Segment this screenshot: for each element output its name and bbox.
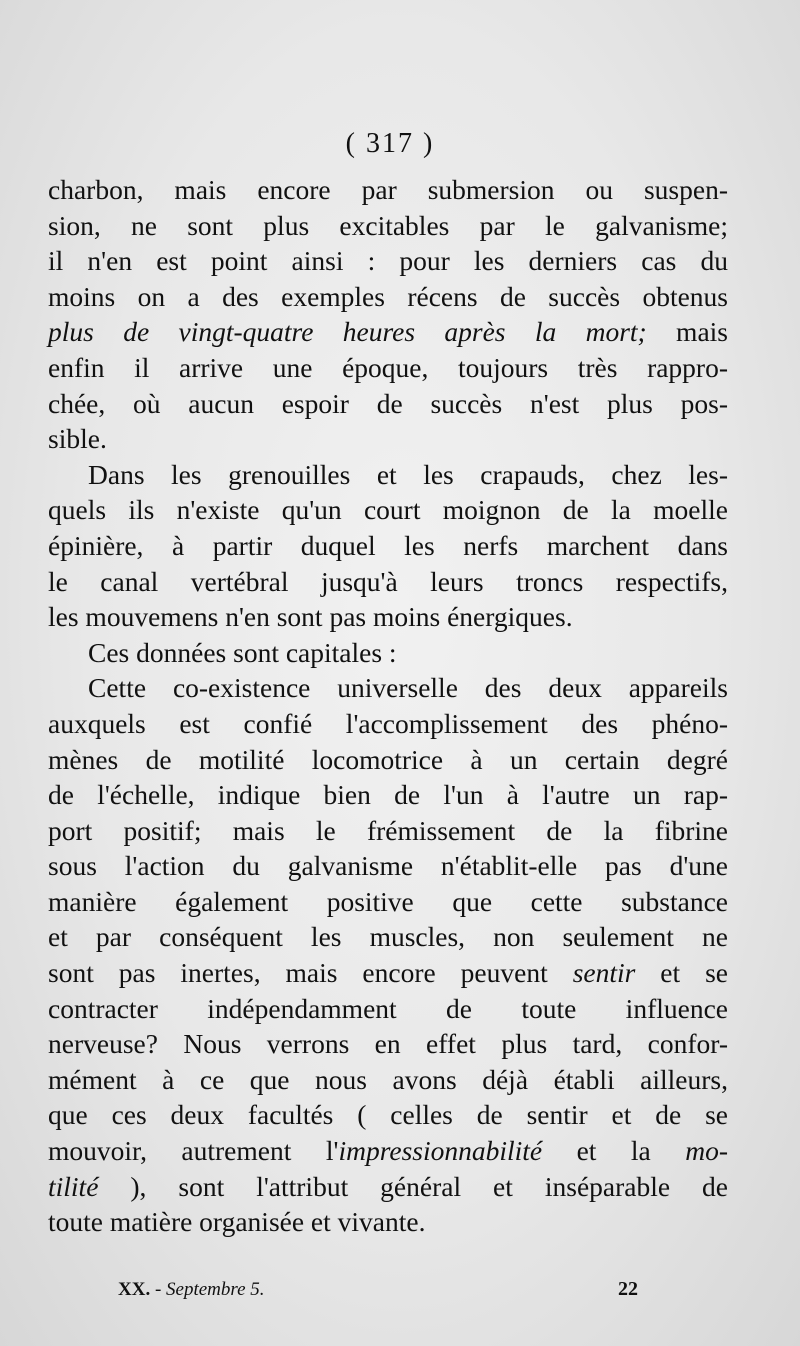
- text-run: toute matière organisée et vivante.: [48, 1206, 426, 1238]
- text-run: le canal vertébral jusqu'à leurs troncs respectifs,: [48, 565, 728, 597]
- text-run: et la: [542, 1135, 686, 1167]
- text-line: [48, 172, 728, 208]
- text-run: quels ils n'existe qu'un court moignon de la moelle: [48, 494, 728, 526]
- text-run: port positif; mais le frémissement de la fibrine: [48, 814, 728, 846]
- page-number: ( 317 ): [345, 128, 435, 159]
- text-run: mènes de motilité locomotrice à un certain degré: [48, 743, 728, 775]
- italic-text-run: impressionnabilité: [338, 1135, 543, 1167]
- text-run: ), sont l'attribut général et inséparable de: [98, 1170, 728, 1202]
- text-line: [48, 279, 728, 315]
- text-line: [48, 848, 728, 884]
- text-run: mouvoir, autrement l': [48, 1135, 339, 1167]
- text-run: contracter indépendamment de toute influence: [48, 992, 728, 1024]
- text-run: sont pas inertes, mais encore peuvent: [48, 957, 573, 989]
- text-line: [48, 955, 728, 991]
- text-line: [48, 564, 728, 600]
- text-run: auxquels est confié l'accomplissement des phéno-: [48, 707, 728, 739]
- text-line: [48, 777, 728, 813]
- text-run: nerveuse? Nous verrons en effet plus tard, confor-: [48, 1028, 728, 1060]
- text-line: [48, 314, 728, 350]
- text-run: Dans les grenouilles et les crapauds, chez les-: [88, 458, 728, 490]
- page-footer: [118, 1278, 638, 1301]
- signature-month: Septembre 5.: [166, 1279, 265, 1300]
- text-run: et se: [635, 957, 728, 989]
- text-line: [48, 1169, 728, 1205]
- text-line: [48, 208, 728, 244]
- text-run: Ces données sont capitales :: [88, 636, 397, 668]
- body-text: [48, 172, 728, 1240]
- text-run: les mouvemens n'en sont pas moins énergiques.: [48, 601, 573, 633]
- paragraph-first-line: [48, 635, 728, 671]
- text-run: épinière, à partir duquel les nerfs marchent dans: [48, 529, 728, 561]
- italic-text-run: sentir: [572, 957, 636, 989]
- text-line: [48, 706, 728, 742]
- paragraph-first-line: [48, 670, 728, 706]
- text-line: [48, 492, 728, 528]
- signature-dash: -: [150, 1279, 167, 1300]
- text-line: [48, 421, 728, 457]
- text-line: [48, 1097, 728, 1133]
- text-line: [48, 919, 728, 955]
- text-run: sible.: [48, 423, 107, 455]
- text-line: [48, 243, 728, 279]
- text-run: de l'échelle, indique bien de l'un à l'autre un rap-: [48, 779, 728, 811]
- signature-number: XX.: [118, 1279, 151, 1300]
- printer-signature: [118, 1279, 265, 1301]
- text-line: [48, 813, 728, 849]
- text-line: [48, 528, 728, 564]
- italic-text-run: tilité: [48, 1170, 99, 1202]
- text-run: Cette co-existence universelle des deux appareils: [88, 672, 728, 704]
- text-line: [48, 350, 728, 386]
- text-line: [48, 1204, 728, 1240]
- text-run: il n'en est point ainsi : pour les derniers cas du: [48, 245, 728, 277]
- italic-text-run: mo-: [685, 1135, 728, 1167]
- italic-text-run: plus de vingt-quatre heures après la mort;: [48, 316, 647, 348]
- text-line: [48, 599, 728, 635]
- text-run: moins on a des exemples récens de succès obtenus: [48, 280, 728, 312]
- text-line: [48, 1026, 728, 1062]
- sheet-number: 22: [618, 1278, 638, 1300]
- paragraph-first-line: [48, 457, 728, 493]
- text-line: [48, 991, 728, 1027]
- text-line: [48, 1062, 728, 1098]
- text-line: [48, 742, 728, 778]
- text-run: mais: [646, 316, 728, 348]
- text-run: que ces deux facultés ( celles de sentir et de se: [48, 1099, 728, 1131]
- text-line: [48, 386, 728, 422]
- text-run: manière également positive que cette substance: [48, 885, 728, 917]
- text-run: chée, où aucun espoir de succès n'est plus pos-: [48, 387, 728, 419]
- text-line: [48, 1133, 728, 1169]
- text-run: sous l'action du galvanisme n'établit-elle pas d'une: [48, 850, 728, 882]
- text-run: sion, ne sont plus excitables par le galvanisme;: [48, 209, 728, 241]
- text-run: et par conséquent les muscles, non seulement ne: [48, 921, 728, 953]
- text-run: enfin il arrive une époque, toujours très rappro-: [48, 351, 728, 383]
- text-line: [48, 884, 728, 920]
- text-run: charbon, mais encore par submersion ou suspen-: [48, 174, 728, 205]
- text-run: mément à ce que nous avons déjà établi ailleurs,: [48, 1063, 728, 1095]
